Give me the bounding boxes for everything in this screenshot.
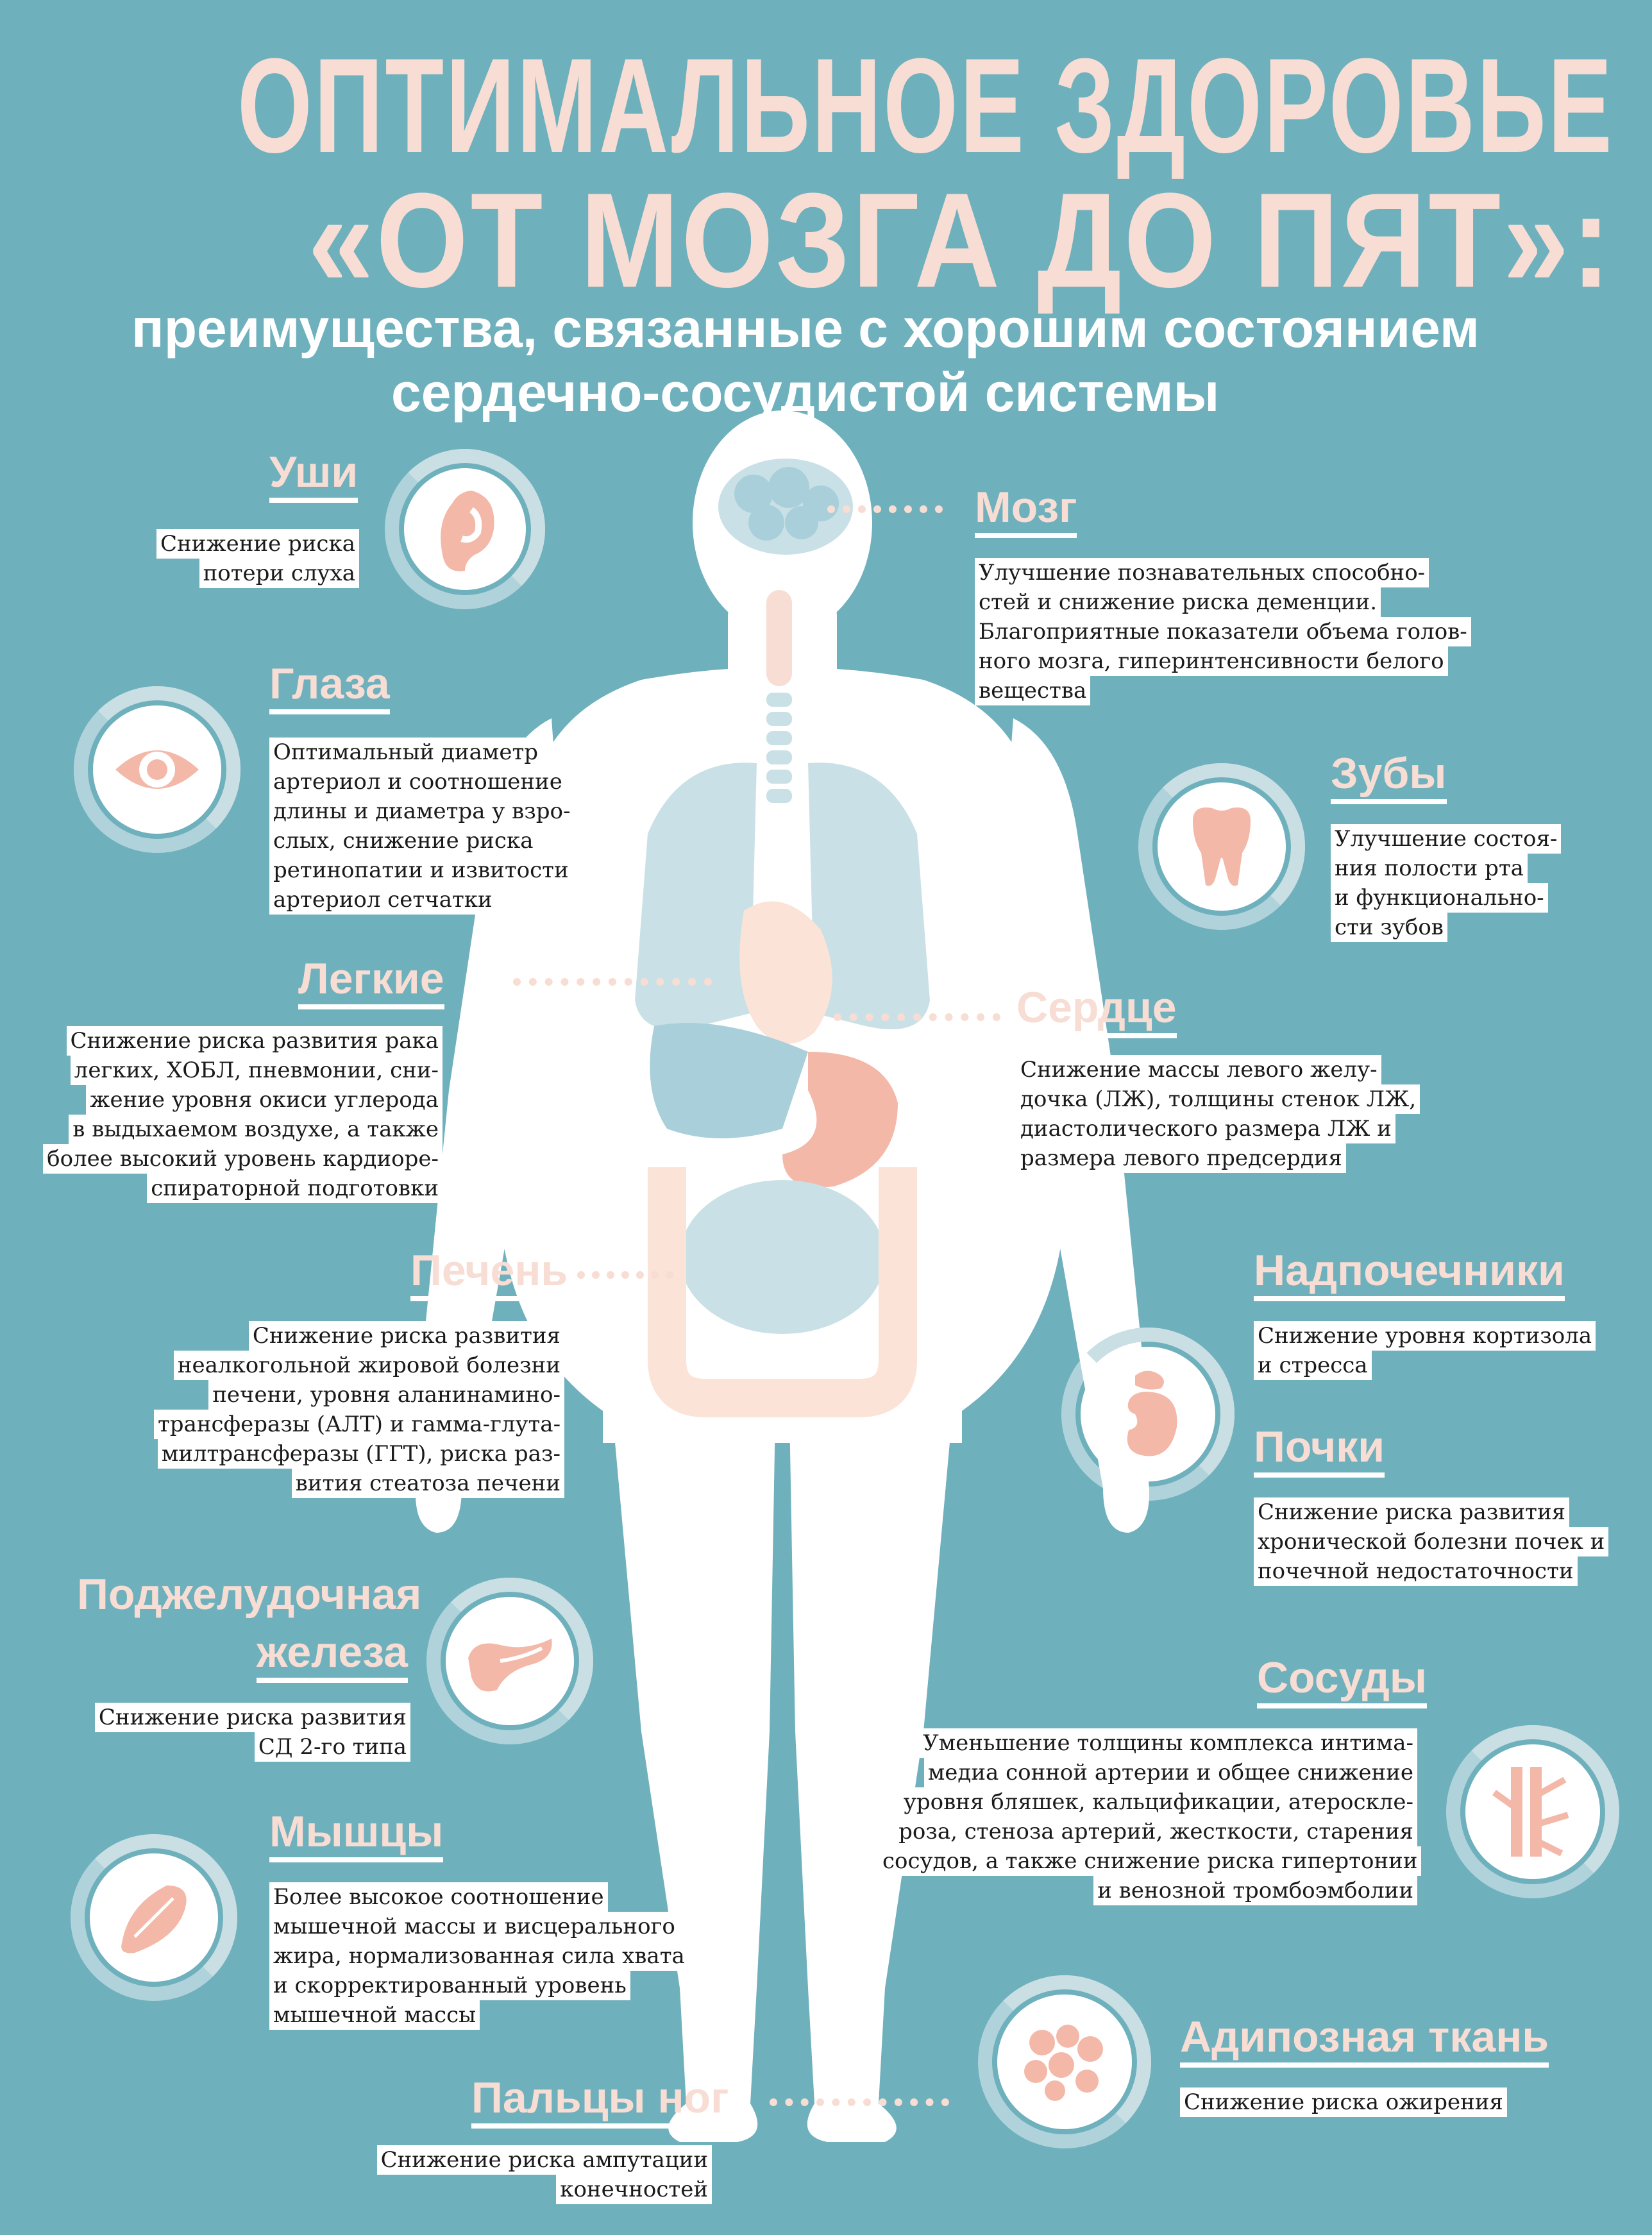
eye-icon [109,734,205,805]
toes-line: Снижение риска ампутации [377,2145,712,2175]
muscles-line: и скорректированный уровень [269,1971,630,2000]
eyes-line: ретинопатии и извитости [269,856,573,885]
brain-description [975,558,1501,705]
muscle-icon [109,1873,199,1962]
adrenals-line: Снижение уровня кортизола [1254,1321,1596,1351]
ears-description [154,529,359,588]
liver-line: вития стеатоза печени [292,1469,564,1498]
kidneys-heading: Почки [1254,1424,1385,1478]
vessels-icon-badge [1446,1725,1619,1898]
pancreas-icon [462,1626,558,1696]
ears-heading: Уши [269,449,358,503]
pancreas-description [83,1703,410,1762]
kidneys-line: Снижение риска развития [1254,1497,1569,1527]
muscles-heading: Мышцы [269,1809,443,1862]
kidneys-line: хронической болезни почек и [1254,1527,1608,1556]
lungs-line: в выдыхаемом воздухе, а также [69,1115,442,1144]
brain-connector [827,505,943,513]
ear-icon [426,484,503,574]
eyes-heading: Глаза [269,661,390,714]
fat-cells-icon [1016,2020,1113,2104]
lungs-heading: Легкие [298,956,444,1009]
ears-line: Снижение риска [156,529,359,559]
vessels-icon [1491,1764,1574,1860]
teeth-description [1331,824,1600,942]
lungs-description [38,1026,442,1203]
liver-heading: Печень [410,1247,568,1301]
heart-line: диастолического размера ЛЖ и [1016,1114,1395,1143]
toes-heading: Пальцы ног [471,2075,729,2129]
vessels-line: роза, стеноза артерий, жесткости, старения [895,1817,1417,1846]
lungs-connector [513,978,712,986]
adipose-heading: Адипозная ткань [1180,2014,1549,2068]
page-subtitle-line1: преимущества, связанные с хорошим состоянием [131,298,1480,358]
heart-line: размера левого предсердия [1016,1143,1346,1173]
liver-line: Снижение риска развития [249,1321,564,1351]
brain-line: Улучшение познавательных способно- [975,558,1429,587]
page-subtitle-line2: сердечно-сосудистой системы [391,362,1220,423]
teeth-line: и функционально- [1331,883,1548,913]
liver-line: печени, уровня аланинамино- [208,1380,564,1410]
teeth-line: сти зубов [1331,913,1447,942]
eyes-line: артериол и соотношение [269,767,566,797]
tooth-icon-badge [1138,763,1305,930]
liver-connector [577,1271,673,1279]
pancreas-heading-line1: Поджелудочная [77,1570,422,1619]
vessels-description [879,1728,1417,1905]
tooth-icon [1183,802,1260,891]
teeth-heading: Зубы [1331,750,1447,804]
vessels-line: сосудов, а также снижение риска гипертонии [879,1846,1421,1876]
fat-cells-icon-badge [978,1975,1151,2148]
vessels-line: уровня бляшек, кальцификации, атероскле- [900,1787,1417,1817]
lungs-line: более высокий уровень кардиоре- [43,1144,442,1174]
muscle-icon-badge [71,1834,237,2001]
adipose-line: Снижение риска ожирения [1180,2087,1507,2117]
adrenals-heading: Надпочечники [1254,1247,1565,1301]
vessels-line: медиа сонной артерии и общее снижение [924,1758,1417,1787]
kidney-icon-badge [1061,1328,1235,1501]
toes-description [372,2145,712,2204]
heart-line: дочка (ЛЖ), толщины стенок ЛЖ, [1016,1084,1420,1114]
brain-line: ного мозга, гиперинтенсивности белого [975,646,1448,676]
ears-line: потери слуха [199,559,359,588]
pancreas-line: СД 2-го типа [255,1732,410,1762]
kidney-icon [1109,1366,1186,1462]
muscles-line: жира, нормализованная сила хвата [269,1941,689,1971]
eyes-description [269,738,577,915]
adipose-description [1180,2087,1513,2117]
toes-connector [770,2098,949,2106]
kidneys-line: почечной недостаточности [1254,1556,1578,1586]
adrenals-description [1254,1321,1613,1380]
lungs-line: жение уровня окиси углерода [86,1085,442,1115]
vessels-line: и венозной тромбоэмболии [1093,1876,1417,1905]
eyes-line: Оптимальный диаметр [269,738,542,767]
pancreas-heading-line2: железа [257,1629,408,1683]
toes-line: конечностей [556,2175,712,2204]
liver-line: трансферазы (АЛТ) и гамма-глута- [154,1410,564,1439]
heart-description [1016,1055,1417,1173]
muscles-description [269,1882,685,2030]
heart-line: Снижение массы левого желу- [1016,1055,1381,1084]
pancreas-line: Снижение риска развития [95,1703,410,1732]
liver-line: милтрансферазы (ГГТ), риска раз- [158,1439,564,1469]
eyes-line: слых, снижение риска [269,826,537,856]
teeth-line: Улучшение состоя- [1331,824,1561,854]
muscles-line: Более высокое соотношение [269,1882,608,1912]
eyes-line: длины и диаметра у взро- [269,797,575,826]
eye-icon-badge [74,686,240,853]
brain-line: вещества [975,676,1090,705]
page-title-line1: ОПТИМАЛЬНОЕ ЗДОРОВЬЕ [237,30,1614,181]
heart-heading: Сердце [1016,984,1177,1038]
teeth-line: ния полости рта [1331,854,1528,883]
lungs-line: Снижение риска развития рака [67,1026,442,1056]
eyes-line: артериол сетчатки [269,885,496,915]
vessels-line: Уменьшение толщины комплекса интима- [919,1728,1417,1758]
adrenals-line: и стресса [1254,1351,1372,1380]
brain-line: стей и снижение риска деменции. [975,587,1381,617]
vessels-heading: Сосуды [1257,1655,1427,1708]
lungs-line: легких, ХОБЛ, пневмонии, сни- [71,1056,442,1085]
liver-line: неалкогольной жировой болезни [174,1351,564,1380]
pancreas-icon-badge [426,1578,593,1744]
liver-description [154,1321,564,1498]
muscles-line: мышечной массы и висцерального [269,1912,679,1941]
kidneys-description [1254,1497,1613,1586]
heart-connector [834,1013,1000,1021]
muscles-line: мышечной массы [269,2000,480,2030]
ear-icon-badge [385,449,545,609]
lungs-line: спираторной подготовки [147,1174,442,1203]
brain-heading: Мозг [975,484,1077,538]
page-title-line2: «ОТ МОЗГА ДО ПЯТ»: [308,165,1614,316]
brain-line: Благоприятные показатели объема голов- [975,617,1471,646]
